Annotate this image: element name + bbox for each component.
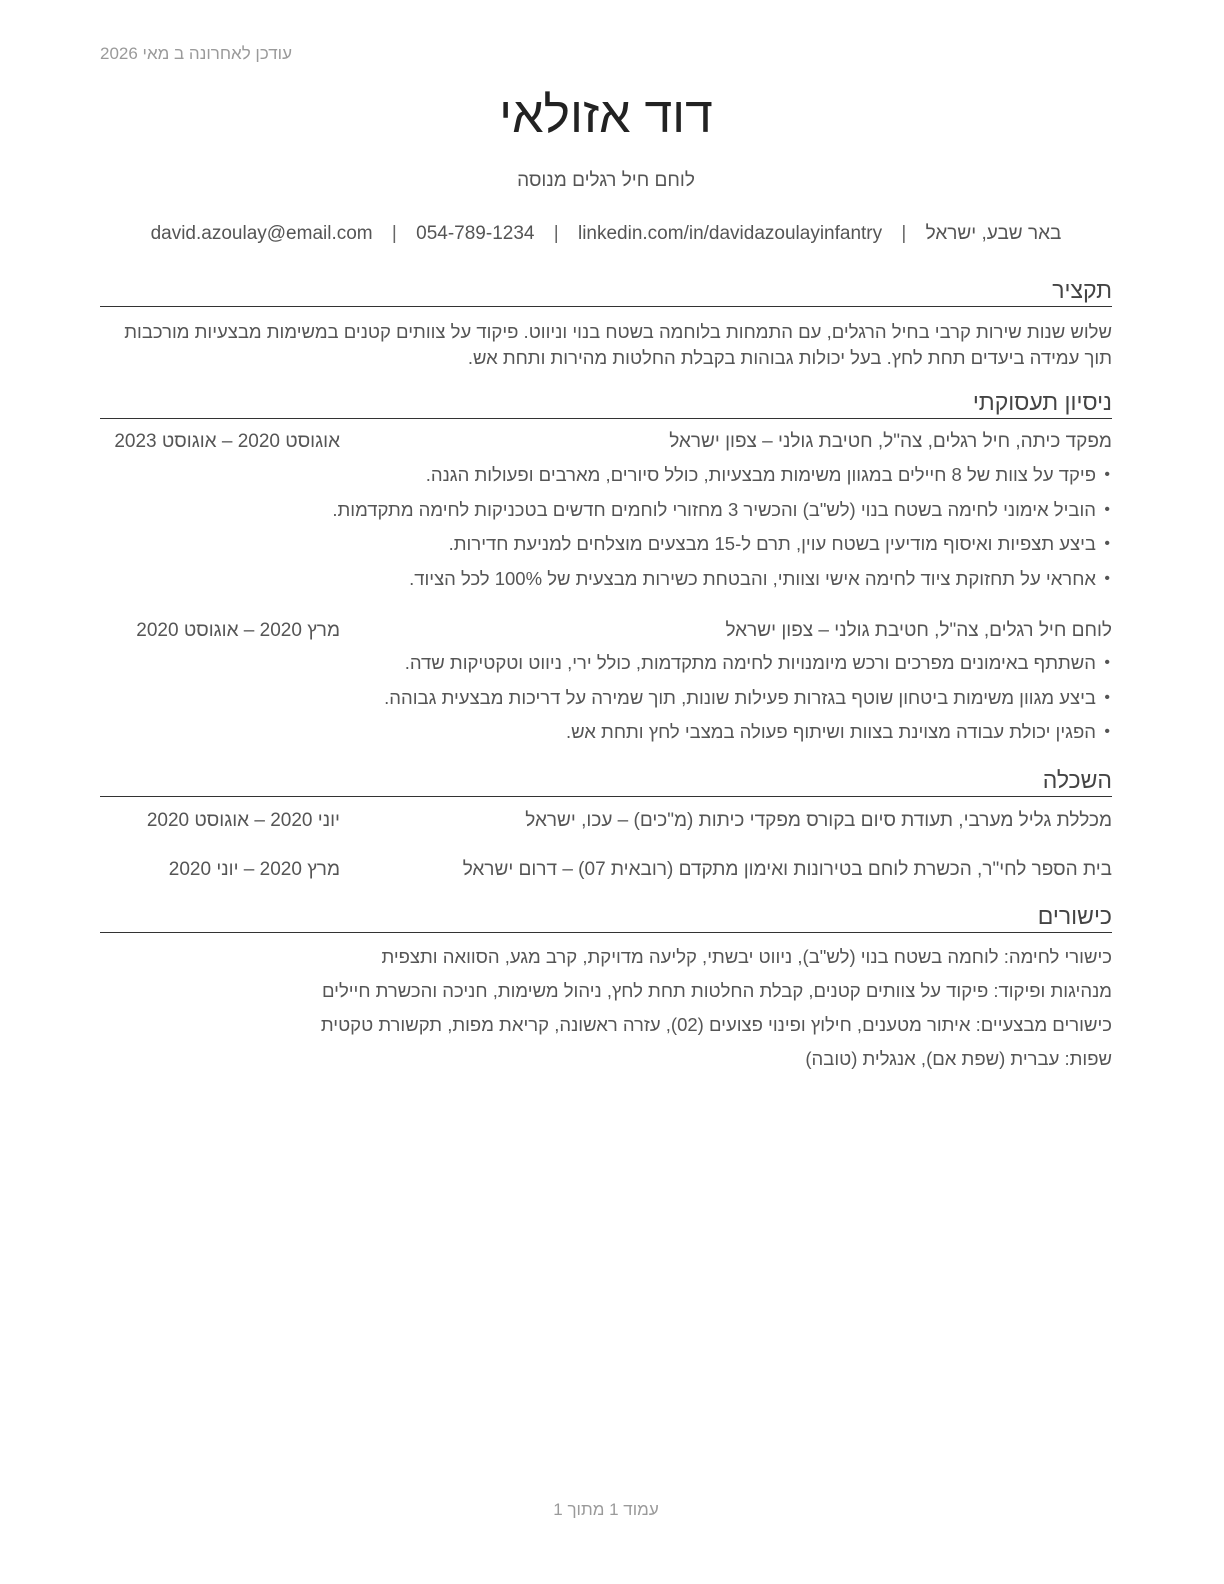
job-bullet [100, 681, 1112, 716]
job-bullet-list [100, 646, 1112, 750]
candidate-headline: לוחם חיל רגלים מנוסה [517, 170, 695, 191]
job-bullet-text: ביצע מגוון משימות ביטחון שוטף בגזרות פעילות שונות, תוך שמירה על דריכות מבצעית גבוהה. [384, 686, 1096, 708]
skill-line: כישורים מבצעיים: איתור מטענים, חילוץ ופינוי פצועים (02), עזרה ראשונה, קריאת מפות, תקשורת טקטית [320, 1014, 1112, 1035]
bullet-icon: • [1104, 500, 1110, 518]
job-title: מפקד כיתה, חיל רגלים, צה"ל, חטיבת גולני – צפון ישראל [669, 431, 1112, 452]
bullet-icon: • [1104, 654, 1110, 671]
job-dates: אוגוסט 2020 – אוגוסט 2023 [114, 431, 340, 452]
job-bullet [100, 493, 1112, 528]
bullet-icon: • [1104, 466, 1110, 483]
contact-separator: | [553, 223, 559, 244]
job-bullet [100, 527, 1112, 562]
job-title: לוחם חיל רגלים, צה"ל, חטיבת גולני – צפון ישראל [725, 620, 1112, 641]
summary-text: שלוש שנות שירות קרבי בחיל הרגלים, עם התמחות בלוחמה בשטח בנוי וניווט. פיקוד על צוותים קטנים במשימות מבצעיות מורכבות תוך עמידה ביעדים תחת לחץ. בעל יכולות גבוהות בקבלת החלטות מהירות ותחת אש. [124, 321, 1112, 368]
job-bullet-text: הוביל אימוני לחימה בשטח בנוי (לש"ב) והכשיר 3 מחזורי לוחמים חדשים בטכניקות לחימה מתקדמות. [332, 498, 1096, 520]
bullet-icon: • [1104, 723, 1110, 740]
education-dates: יוני 2020 – אוגוסט 2020 [146, 810, 340, 831]
skill-line: כישורי לחימה: לוחמה בשטח בנוי (לש"ב), ניווט יבשתי, קליעה מדויקת, קרב מגע, הסוואה ותצפית [381, 946, 1112, 967]
education-dates: מרץ 2020 – יוני 2020 [168, 859, 340, 880]
job-bullet-text: הפגין יכולת עבודה מצוינת בצוות ושיתוף פעולה במצבי לחץ ותחת אש. [566, 721, 1096, 742]
job-bullet [100, 562, 1112, 597]
job-bullet [100, 458, 1112, 493]
bullet-icon: • [1104, 535, 1110, 552]
education-title: בית הספר לחי"ר, הכשרת לוחם בטירונות ואימון מתקדם (רובאית 07) – דרום ישראל [462, 859, 1112, 880]
resume-page [100, 0, 1112, 1584]
contact-linkedin[interactable]: linkedin.com/in/davidazoulayinfantry [577, 223, 883, 244]
skills-section-title: כישורים [100, 902, 1112, 933]
page-number-footer: עמוד 1 מתוך 1 [553, 1500, 659, 1519]
contact-email[interactable]: david.azoulay@email.com [150, 223, 373, 244]
education-entry [100, 810, 1112, 836]
education-entry [100, 859, 1112, 885]
bullet-icon: • [1104, 688, 1110, 706]
job-bullet [100, 715, 1112, 750]
summary-section-title: תקציר [100, 276, 1112, 307]
job-entry-header [100, 431, 1112, 457]
job-bullet-text: השתתף באימונים מפרכים ורכש מיומנויות לחימה מתקדמות, כולל ירי, ניווט וטקטיקות שדה. [404, 652, 1096, 673]
job-bullet [100, 646, 1112, 681]
contact-separator: | [901, 223, 907, 244]
bullet-icon: • [1104, 569, 1110, 587]
skill-line: שפות: עברית (שפת אם), אנגלית (טובה) [805, 1048, 1112, 1069]
experience-section-title: ניסיון תעסוקתי [100, 388, 1112, 419]
skill-line: מנהיגות ופיקוד: פיקוד על צוותים קטנים, קבלת החלטות תחת לחץ, ניהול משימות, חניכה והכשרת חיילים [321, 980, 1112, 1001]
candidate-name: דוד אזולאי [499, 87, 713, 143]
job-entry-header [100, 620, 1112, 646]
job-bullet-text: ביצע תצפיות ואיסוף מודיעין בשטח עוין, תרם ל-15 מבצעים מוצלחים למניעת חדירות. [448, 533, 1096, 554]
contact-location: באר שבע, ישראל [925, 223, 1062, 244]
contact-line [100, 223, 1112, 245]
job-bullet-text: אחראי על תחזוקת ציוד לחימה אישי וצוותי, והבטחת כשירות מבצעית של 100% לכל הציוד. [409, 567, 1096, 589]
contact-separator: | [391, 223, 397, 244]
job-bullet-list [100, 458, 1112, 596]
job-dates: מרץ 2020 – אוגוסט 2020 [136, 620, 340, 641]
education-section-title: השכלה [100, 766, 1112, 797]
job-bullet-text: פיקד על צוות של 8 חיילים במגוון משימות מבצעיות, כולל סיורים, מארבים ופעולות הגנה. [425, 464, 1096, 485]
education-title: מכללת גליל מערבי, תעודת סיום בקורס מפקדי כיתות (מ"כים) – עכו, ישראל [525, 810, 1112, 831]
last-updated-note: עודכן לאחרונה ב מאי 2026 [100, 44, 292, 63]
contact-phone[interactable]: 054-789-1234 [416, 223, 535, 244]
